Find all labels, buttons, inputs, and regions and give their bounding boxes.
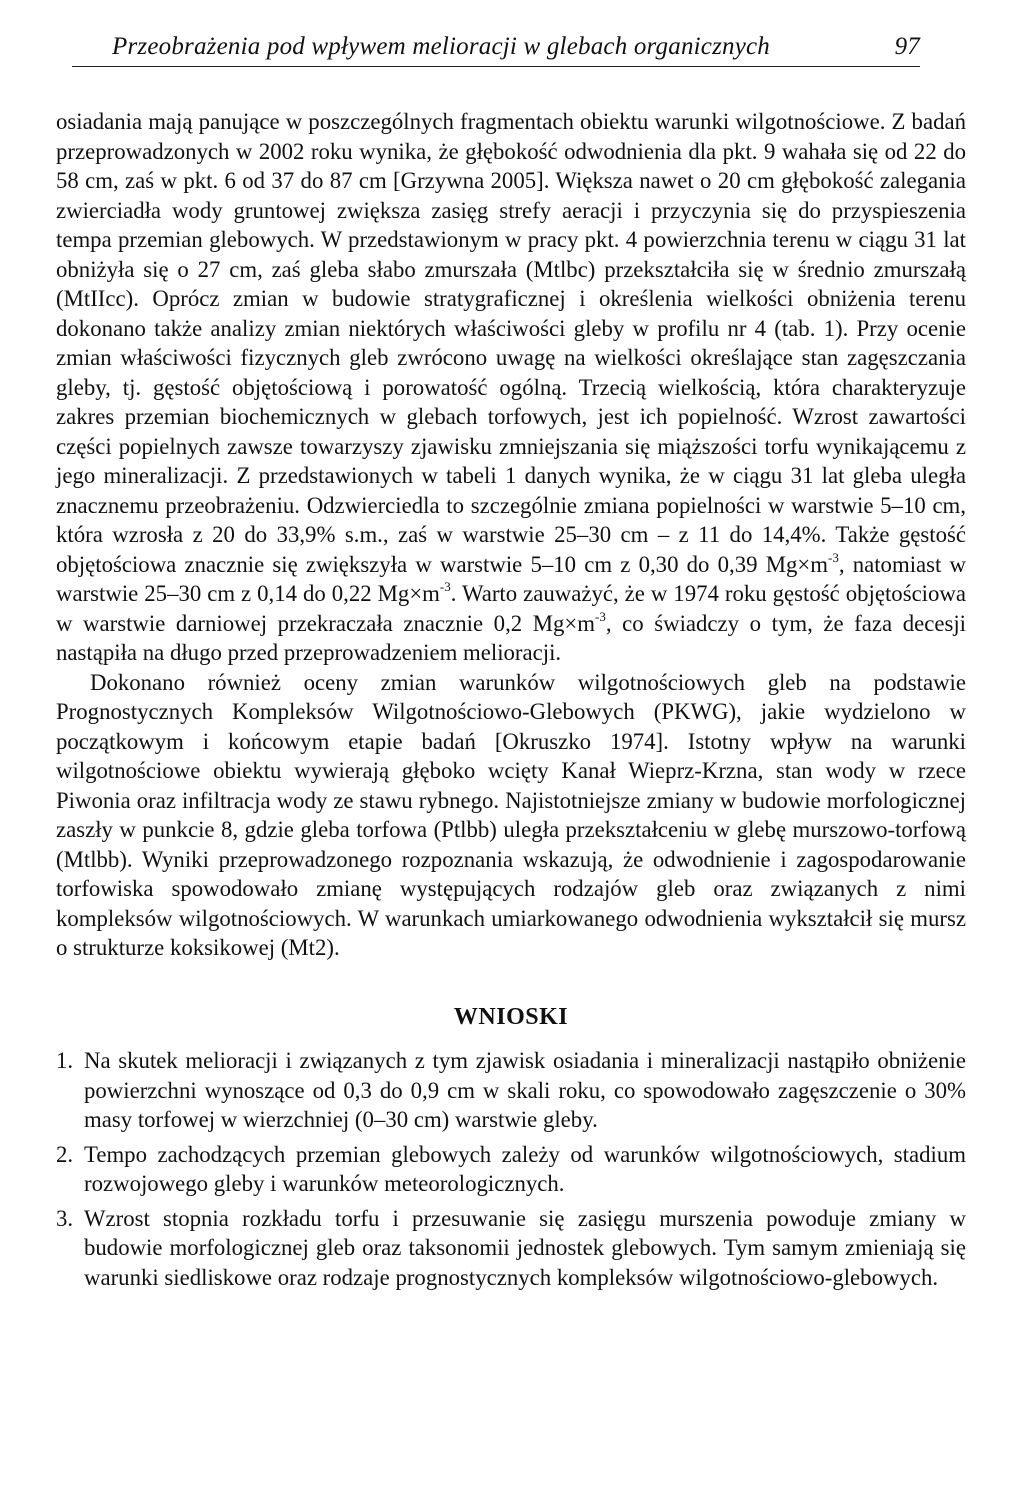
page-number: 97 <box>894 33 920 60</box>
conclusion-number-2: 2. <box>56 1141 74 1167</box>
conclusion-list <box>56 1046 966 1292</box>
conclusion-text-3: Wzrost stopnia rozkładu torfu i przesuwanie się zasięgu murszenia powoduje zmiany w budowie morfologicznej gleb oraz taksonomii jednostek glebowych. Tym samym zmieniają się warunki siedliskowe oraz rodzaje prognostycznych kompleksów wilgotnościowo-glebowych. <box>84 1205 966 1290</box>
running-header <box>72 30 920 67</box>
superscript-1: -3 <box>827 549 839 565</box>
conclusion-item-1 <box>56 1046 966 1135</box>
body-paragraph-2: Dokonano również oceny zmian warunków wilgotnościowych gleb na podstawie Prognostycznych Kompleksów Wilgotnościowo-Glebowych (PKWG), jakie wydzielono w początkowym i końcowym etapie badań [Okruszko 1974]. Istotny wpływ na warunki wilgotnościowe obiektu wywierają głęboko wcięty Kanał Wieprz-Krzna, stan wody w rzece Piwonia oraz infiltracja wody ze stawu rybnego. Najistotniejsze zmiany w budowie morfologicznej zaszły w punkcie 8, gdzie gleba torfowa (Ptlbb) uległa przekształceniu w glebę murszowo-torfową (Mtlbb). Wyniki przeprowadzonego rozpoznania wskazują, że odwodnienie i zagospodarowanie torfowiska spowodowało zmianę występujących rodzajów gleb oraz związanych z nimi kompleksów wilgotnościowych. W warunkach umiarkowanego odwodnienia wykształcił się mursz o strukturze koksikowej (Mt2). <box>56 669 966 960</box>
main-text <box>56 107 966 1297</box>
running-title: Przeobrażenia pod wpływem melioracji w glebach organicznych <box>112 33 771 60</box>
paragraph-1-part-4: , co świadczy o tym, że faza decesji nastąpiła na długo przed przeprowadzeniem melioracji. <box>56 610 966 665</box>
conclusion-item-2 <box>56 1140 966 1199</box>
superscript-3: -3 <box>595 608 606 624</box>
paragraph-1-part-1: osiadania mają panujące w poszczególnych fragmentach obiektu warunki wilgotnościowe. Z badań przeprowadzonych w 2002 roku wynika, że głębokość odwodnienia dla pkt. 9 wahała się od 22 do 58 cm, zaś w pkt. 6 od 37 do 87 cm [Grzywna 2005]. Większa nawet o 20 cm głębokość zalegania zwierciadła wody gruntowej zwiększa zasięg strefy aeracji i przyczynia się do przyspieszenia tempa przemian glebowych. W przedstawionym w pracy pkt. 4 powierzchnia terenu w ciągu 31 lat obniżyła się o 27 cm, zaś gleba słabo zmurszała (Mtlbc) przekształciła się w średnio zmurszałą (MtIIcc). Oprócz zmian w budowie stratygraficznej i określenia wielkości obniżenia terenu dokonano także analizy zmian niektórych właściwości gleby w profilu nr 4 (tab. 1). Przy ocenie zmian właściwości fizycznych gleb zwrócono uwagę na wielkości określające stan zagęszczania gleby, tj. gęstość objętościową i porowatość ogólną. Trzecią wielkością, która charakteryzuje zakres przemian biochemicznych w glebach torfowych, jest ich popielność. Wzrost zawartości części popielnych zawsze towarzyszy zjawisku zmniejszania się miąższości torfu wynikającemu z jego mineralizacji. Z przedstawionych w tabeli 1 danych wynika, że w ciągu 31 lat gleba uległa znacznemu przeobrażeniu. Odzwierciedla to szczególnie zmiana popielności w warstwie 5–10 cm, która wzrosła z 20 do 33,9% s.m., zaś w warstwie 25–30 cm – z 11 do 14,4%. Także gęstość objętościowa znacznie się zwiększyła w warstwie 5–10 cm z 0,30 do 0,39 Mg×m <box>56 109 966 577</box>
conclusion-text-2: Tempo zachodzących przemian glebowych zależy od warunków wilgotnościowych, stadium rozwojowego gleby i warunków meteorologicznych. <box>84 1141 966 1196</box>
conclusion-text-1: Na skutek melioracji i związanych z tym zjawisk osiadania i mineralizacji nastąpiło obniżenie powierzchni wynoszące od 0,3 do 0,9 cm w skali roku, co spowodowało zagęszczenie o 30% masy torfowej w wierzchniej (0–30 cm) warstwie gleby. <box>84 1048 966 1132</box>
section-heading: WNIOSKI <box>453 1003 569 1030</box>
conclusion-number-3: 3. <box>56 1205 74 1231</box>
conclusion-number-1: 1. <box>56 1048 74 1073</box>
body-paragraph-1 <box>56 107 966 668</box>
conclusion-item-3 <box>56 1204 966 1293</box>
paragraph-1-part-2: , natomiast w warstwie 25–30 cm z 0,14 do 0,22 Mg×m <box>56 551 966 606</box>
paragraph-1-part-3: . Warto zauważyć, że w 1974 roku gęstość objętościowa w warstwie darniowej przekraczała znacznie 0,2 Mg×m <box>56 581 966 636</box>
superscript-2: -3 <box>439 579 451 595</box>
